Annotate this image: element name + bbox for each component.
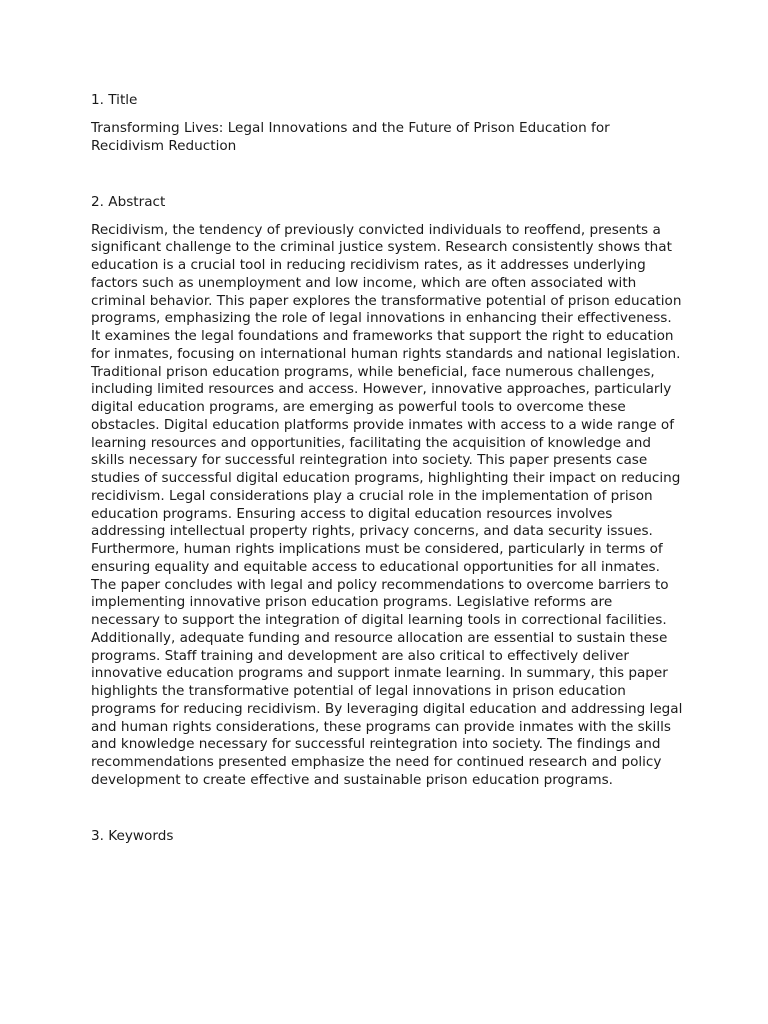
section-heading-abstract: 2. Abstract bbox=[91, 193, 166, 210]
section-heading-keywords: 3. Keywords bbox=[91, 827, 174, 844]
paper-title-text: Transforming Lives: Legal Innovations and the Future of Prison Education for Recidivism Reduction bbox=[91, 120, 610, 154]
abstract-text: Recidivism, the tendency of previously convicted individuals to reoffend, presents a significant challenge to the criminal justice system. Research consistently shows that education is a crucial tool in reducing recidivism rates, as it addresses underlying factors such as unemployment and low income, which are often associated with criminal behavior. This paper explores the transformative potential of prison education programs, emphasizing the role of legal innovations in enhancing their effectiveness. It examines the legal foundations and frameworks that support the right to education for inmates, focusing on international human rights standards and national legislation. Traditional prison education programs, while beneficial, face numerous challenges, including limited resources and access. However, innovative approaches, particularly digital education programs, are emerging as powerful tools to overcome these obstacles. Digital education platforms provide inmates with access to a wide range of learning resources and opportunities, facilitating the acquisition of knowledge and skills necessary for successful reintegration into society. This paper presents case studies of successful digital education programs, highlighting their impact on reducing recidivism. Legal considerations play a crucial role in the implementation of prison education programs. Ensuring access to digital education resources involves addressing intellectual property rights, privacy concerns, and data security issues. Furthermore, human rights implications must be considered, particularly in terms of ensuring equality and equitable access to educational opportunities for all inmates. The paper concludes with legal and policy recommendations to overcome barriers to implementing innovative prison education programs. Legislative reforms are necessary to support the integration of digital learning tools in correctional facilities. Additionally, adequate funding and resource allocation are essential to sustain these programs. Staff training and development are also critical to effectively deliver innovative education programs and support inmate learning. In summary, this paper highlights the transformative potential of legal innovations in prison education programs for reducing recidivism. By leveraging digital education and addressing legal and human rights considerations, these programs can provide inmates with the skills and knowledge necessary for successful reintegration into society. The findings and recommendations presented emphasize the need for continued research and policy development to create effective and sustainable prison education programs. bbox=[91, 221, 683, 788]
section-heading-title: 1. Title bbox=[91, 92, 138, 108]
document-page bbox=[91, 91, 683, 845]
